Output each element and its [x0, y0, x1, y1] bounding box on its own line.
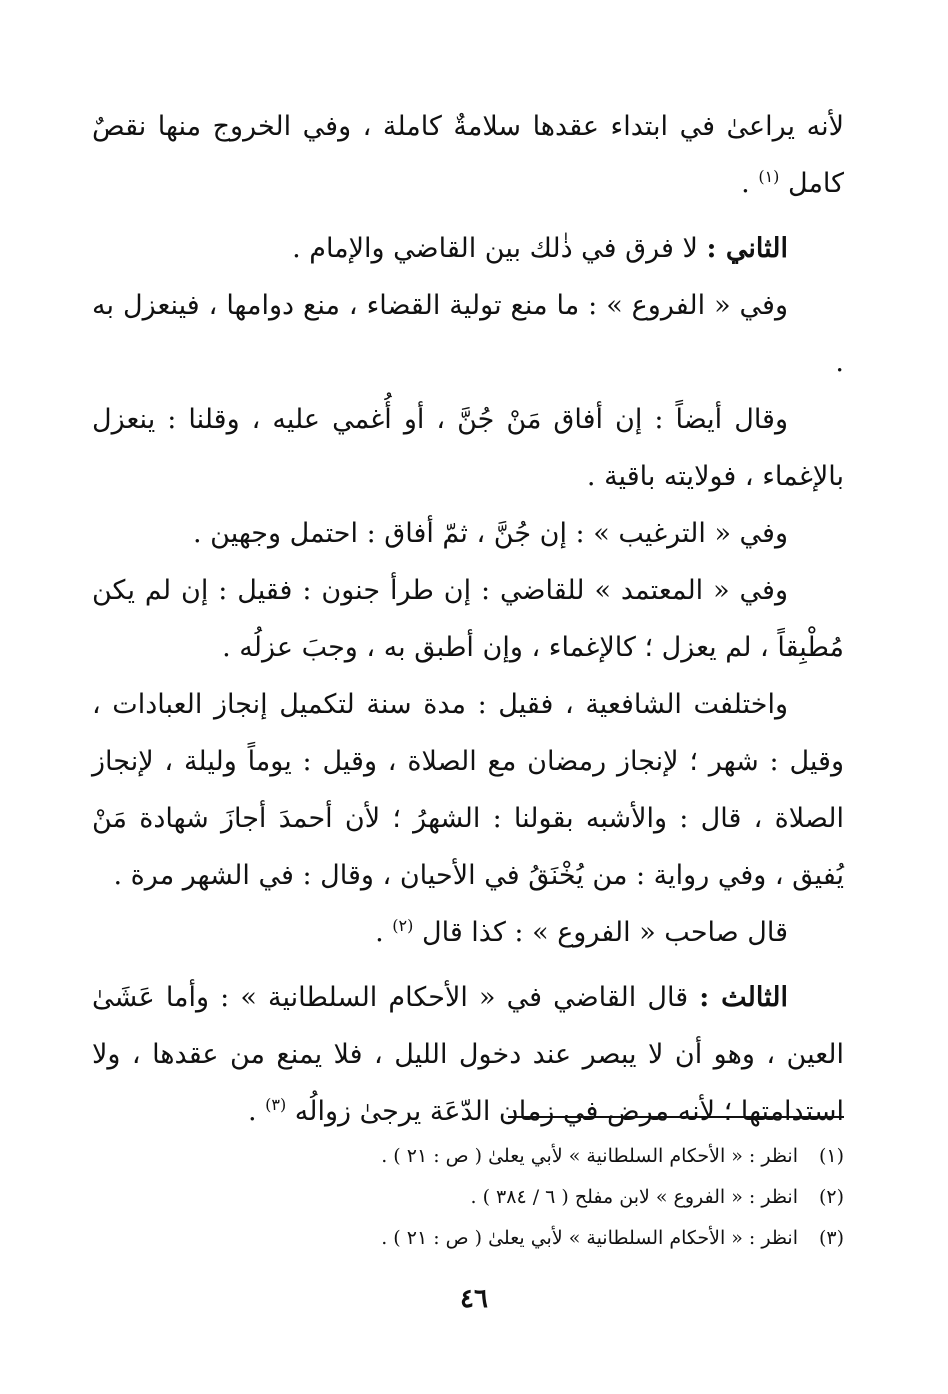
footnote-ref: (١): [758, 167, 780, 186]
section-lead: الثالث :: [699, 982, 788, 1013]
paragraph-tail: .: [247, 1096, 266, 1127]
footnote-number: (٣): [818, 1227, 844, 1249]
footnote-number: (١): [818, 1145, 844, 1167]
paragraph-tail: .: [375, 917, 393, 948]
paragraph-text: واختلفت الشافعية ، فقيل : مدة سنة لتكميل إنجاز العبادات ، وقيل : شهر ؛ لإنجاز رمضان مع الصلاة ، وقيل : يوماً وليلة ، لإنجاز الصلاة ، قال : والأشبه بقولنا : الشهرُ ؛ لأن أحمدَ أجازَ شهادة مَنْ يُفيق ، وفي رواية : من يُخْنَقُ في الأحيان ، وقال : في الشهر مرة .: [92, 689, 844, 891]
paragraph-7: [92, 676, 844, 904]
footnotes: [92, 1136, 844, 1259]
paragraph-1: [92, 98, 844, 212]
paragraph-text: وفي « المعتمد » للقاضي : إن طرأ جنون : فقيل : إن لم يكن مُطْبِقاً ، لم يعزل ؛ كالإغماء ، وإن أطبق به ، وجبَ عزلُه .: [92, 575, 844, 663]
paragraph-6: [92, 562, 844, 676]
footnote-text: انظر : « الفروع » لابن مفلح ( ٦ / ٣٨٤ ) .: [470, 1186, 798, 1208]
paragraph-3: [92, 277, 844, 391]
footnote-divider: [508, 1116, 844, 1118]
paragraph-text: وفي « الفروع » : ما منع تولية القضاء ، منع دوامها ، فينعزل به .: [92, 290, 844, 378]
paragraph-text: قال صاحب « الفروع » : كذا قال: [421, 917, 788, 948]
paragraph-text: لا فرق في ذٰلك بين القاضي والإمام .: [292, 233, 707, 264]
footnote-text: انظر : « الأحكام السلطانية » لأبي يعلىٰ ( ص : ٢١ ) .: [381, 1227, 798, 1249]
paragraph-5: [92, 505, 844, 562]
page-number: ٤٦: [460, 1284, 488, 1314]
footnote-3: [92, 1218, 844, 1259]
main-text: [92, 98, 844, 1140]
paragraph-text: قال القاضي في « الأحكام السلطانية » : وأما عَشَىٰ العين ، وهو أن لا يبصر عند دخول الليل ، فلا يمنع من عقدها ، ولا استدامتها ؛ لأنه مرض في زمان الدّعَة يرجىٰ زوالُه: [92, 982, 844, 1127]
paragraph-tail: .: [741, 168, 759, 199]
footnote-text: انظر : « الأحكام السلطانية » لأبي يعلىٰ ( ص : ٢١ ) .: [381, 1145, 798, 1167]
paragraph-2: [92, 220, 844, 277]
paragraph-4: [92, 391, 844, 505]
footnote-ref: (٣): [265, 1095, 287, 1114]
paragraph-text: وقال أيضاً : إن أفاق مَنْ جُنَّ ، أو أُغمي عليه ، وقلنا : ينعزل بالإغماء ، فولايته باقية .: [92, 404, 844, 492]
footnote-ref: (٢): [392, 916, 414, 935]
footnote-1: [92, 1136, 844, 1177]
paragraph-text: وفي « الترغيب » : إن جُنَّ ، ثمّ أفاق : احتمل وجهين .: [192, 518, 788, 549]
section-lead: الثاني :: [706, 233, 788, 264]
footnote-number: (٢): [818, 1186, 844, 1208]
paragraph-9: [92, 969, 844, 1140]
paragraph-8: [92, 904, 844, 961]
footnote-2: [92, 1177, 844, 1218]
paragraph-text: لأنه يراعىٰ في ابتداء عقدها سلامةٌ كاملة ، وفي الخروج منها نقصٌ كامل: [92, 111, 844, 199]
